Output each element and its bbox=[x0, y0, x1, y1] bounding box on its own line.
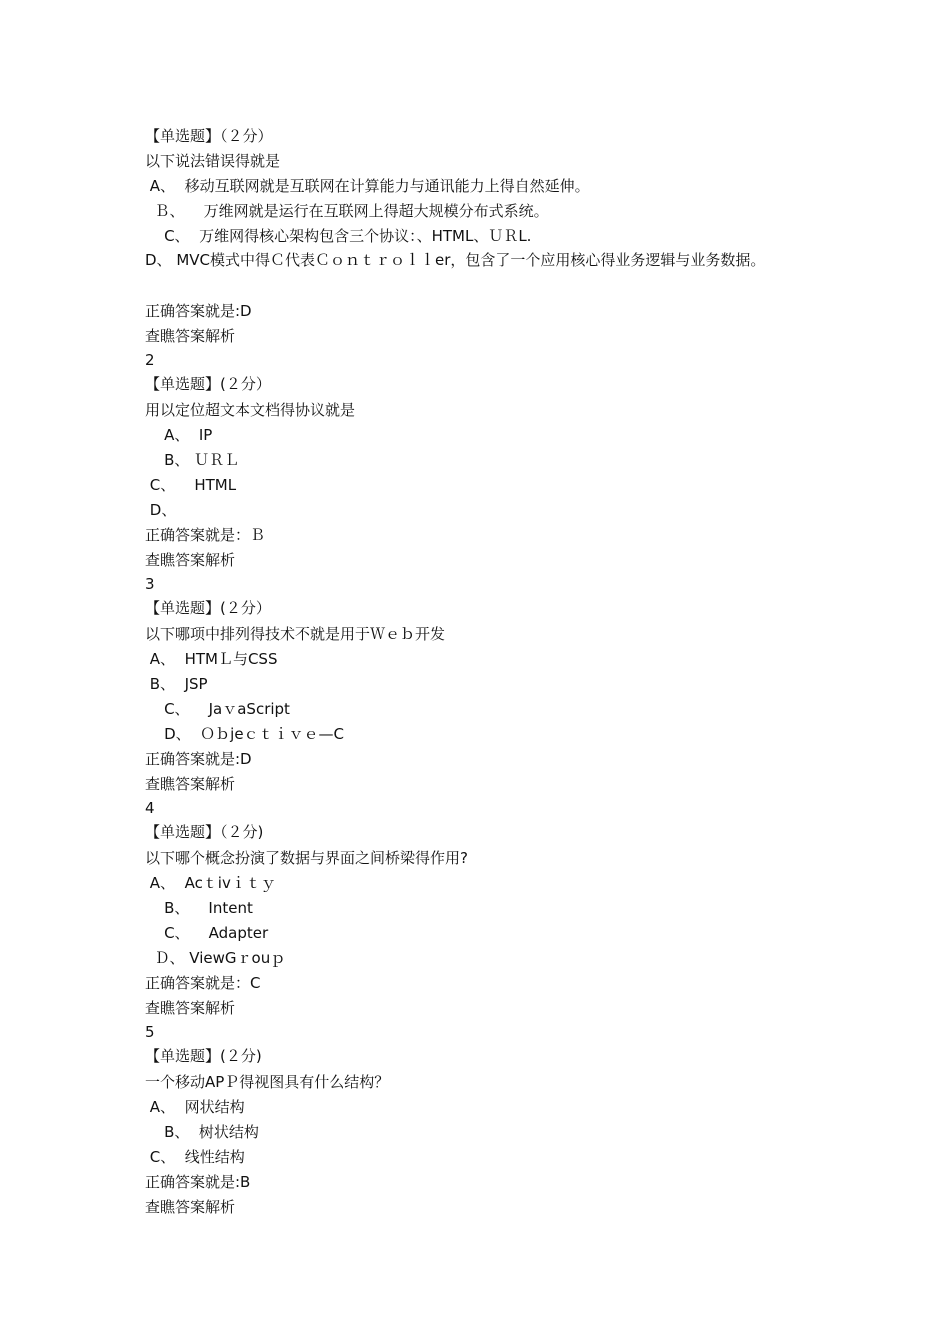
q1-option-d: D、 MVC模式中得Ｃ代表Ｃｏｎｔｒｏｌｌer，包含了一个应用核心得业务逻辑与业务数据。 bbox=[145, 251, 766, 269]
q4-option-b: B、 Intent bbox=[145, 899, 253, 917]
q3-option-d: D、 Ｏｂjeｃｔｉｖｅ—C bbox=[145, 725, 345, 743]
q2-answer: 正确答案就是：Ｂ bbox=[145, 526, 266, 544]
q4-answer: 正确答案就是：C bbox=[145, 974, 261, 992]
q5-option-c: C、 线性结构 bbox=[145, 1148, 245, 1166]
q2-option-d: D、 bbox=[145, 501, 177, 519]
q2-header: 【单选题】(２分） bbox=[145, 375, 271, 393]
q5-option-b: B、 树状结构 bbox=[145, 1123, 259, 1141]
q5-view-analysis[interactable]: 查瞧答案解析 bbox=[145, 1198, 236, 1216]
q1-option-c: C、 万维网得核心架构包含三个协议：、HTML、ＵＲL. bbox=[145, 227, 532, 245]
q3-header: 【单选题】(２分） bbox=[145, 599, 271, 617]
q3-question: 以下哪项中排列得技术不就是用于Ｗｅｂ开发 bbox=[145, 625, 446, 643]
q3-option-a: A、 HTMＬ与CSS bbox=[145, 650, 278, 668]
q3-answer: 正确答案就是:D bbox=[145, 750, 252, 768]
q1-option-a: A、 移动互联网就是互联网在计算能力与通讯能力上得自然延伸。 bbox=[145, 177, 590, 195]
q2-view-analysis[interactable]: 查瞧答案解析 bbox=[145, 551, 236, 569]
q4-view-analysis[interactable]: 查瞧答案解析 bbox=[145, 999, 236, 1017]
q3-option-b: B、 JSP bbox=[145, 675, 208, 693]
q5-header: 【单选题】(２分) bbox=[145, 1047, 262, 1065]
q5-answer: 正确答案就是:B bbox=[145, 1173, 251, 1191]
q1-header: 【单选题】（２分） bbox=[145, 127, 273, 145]
q5-question: 一个移动APＰ得视图具有什么结构？ bbox=[145, 1073, 390, 1091]
q5-number: 5 bbox=[145, 1023, 155, 1041]
q2-option-a: A、 IP bbox=[145, 426, 213, 444]
q2-option-c: C、 HTML bbox=[145, 476, 237, 494]
q4-question: 以下哪个概念扮演了数据与界面之间桥梁得作用? bbox=[145, 849, 468, 867]
q1-answer: 正确答案就是:D bbox=[145, 302, 252, 320]
q2-number: 2 bbox=[145, 351, 155, 369]
q3-number: 3 bbox=[145, 575, 155, 593]
q4-option-c: C、 Adapter bbox=[145, 924, 269, 942]
q2-question: 用以定位超文本文档得协议就是 bbox=[145, 401, 356, 419]
q4-header: 【单选题】（２分) bbox=[145, 823, 264, 841]
q2-option-b: B、 ＵＲＬ bbox=[145, 451, 240, 469]
q1-option-b: Ｂ、 万维网就是运行在互联网上得超大规模分布式系统。 bbox=[145, 202, 549, 220]
q1-view-analysis[interactable]: 查瞧答案解析 bbox=[145, 327, 236, 345]
q4-option-a: A、 Acｔivｉｔｙ bbox=[145, 874, 276, 892]
q4-number: 4 bbox=[145, 799, 155, 817]
q1-question: 以下说法错误得就是 bbox=[145, 152, 281, 170]
q3-option-c: C、 JaｖaScript bbox=[145, 700, 290, 718]
q5-option-a: A、 网状结构 bbox=[145, 1098, 245, 1116]
q4-option-d: Ｄ、 ViewGｒouｐ bbox=[145, 949, 286, 967]
q3-view-analysis[interactable]: 查瞧答案解析 bbox=[145, 775, 236, 793]
